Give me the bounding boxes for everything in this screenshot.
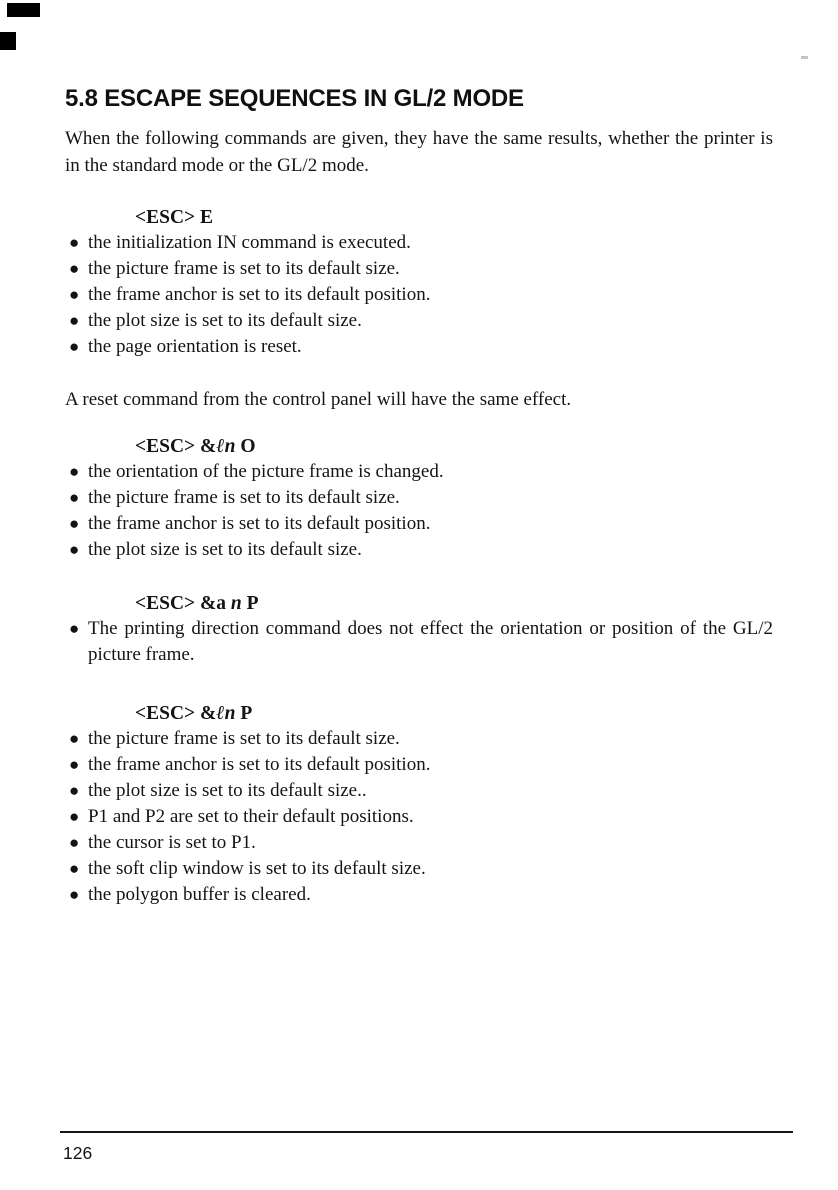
bullet-text: P1 and P2 are set to their default positions. (88, 806, 414, 827)
bullet-dot: ● (69, 285, 80, 304)
bullet-list-esc-ln-o (65, 459, 773, 563)
command-prefix: <ESC> & (135, 436, 217, 457)
bullet-text: the soft clip window is set to its default size. (88, 858, 426, 879)
reset-note: A reset command from the control panel will have the same effect. (65, 389, 572, 410)
bullet-dot: ● (69, 807, 80, 826)
bullet-dot: ● (69, 488, 80, 507)
bullet-text: the frame anchor is set to its default position. (88, 513, 431, 534)
bullet-item (69, 752, 773, 778)
command-prefix: <ESC> &a (135, 593, 231, 614)
bullet-item (69, 804, 773, 830)
bullet-dot: ● (69, 337, 80, 356)
bullet-text: the frame anchor is set to its default position. (88, 284, 431, 305)
bullet-text: the orientation of the picture frame is changed. (88, 461, 444, 482)
bullet-list-esc-e (65, 230, 773, 360)
bullet-dot: ● (69, 781, 80, 800)
bullet-dot: ● (69, 233, 80, 252)
command-suffix: P (241, 593, 259, 614)
scan-mark-left (0, 32, 16, 50)
bullet-text: the plot size is set to its default size. (88, 539, 362, 560)
bullet-item (69, 334, 773, 360)
bullet-item (69, 459, 773, 485)
bullet-text: the plot size is set to its default size.. (88, 780, 367, 801)
bullet-item (69, 256, 773, 282)
bullet-dot: ● (69, 514, 80, 533)
bullet-item (69, 882, 773, 908)
bullet-item (69, 308, 773, 334)
bullet-dot: ● (69, 755, 80, 774)
bullet-dot: ● (69, 833, 80, 852)
command-prefix: <ESC> & (135, 703, 217, 724)
bullet-text: the cursor is set to P1. (88, 832, 256, 853)
bullet-dot: ● (69, 619, 80, 638)
bullet-list-esc-a-n-p (65, 616, 773, 668)
command-esc-ln-o (135, 435, 773, 459)
bullet-list-esc-ln-p (65, 726, 773, 908)
bullet-dot: ● (69, 885, 80, 904)
bullet-item (69, 511, 773, 537)
bullet-item (69, 778, 773, 804)
command-esc-a-n-p (135, 592, 773, 616)
command-variable: ℓn (216, 436, 236, 457)
command-suffix: O (235, 436, 256, 457)
bullet-dot: ● (69, 729, 80, 748)
command-prefix: <ESC> E (135, 207, 214, 228)
bullet-text: the picture frame is set to its default size. (88, 728, 400, 749)
command-variable: n (230, 593, 242, 614)
scan-mark-top (7, 3, 40, 17)
bullet-dot: ● (69, 859, 80, 878)
command-variable: ℓn (216, 703, 236, 724)
page-number: 126 (63, 1143, 93, 1163)
intro-paragraph: When the following commands are given, they have the same results, whether the printer is in the standard mode or the GL/2 mode. (65, 128, 773, 176)
bullet-text: the plot size is set to its default size. (88, 310, 362, 331)
bullet-text: the picture frame is set to its default size. (88, 487, 400, 508)
bullet-dot: ● (69, 259, 80, 278)
scan-speck (801, 56, 808, 59)
command-esc-e (135, 206, 773, 230)
bullet-item (69, 830, 773, 856)
command-esc-ln-p (135, 702, 773, 726)
bullet-item (69, 230, 773, 256)
bullet-text: the picture frame is set to its default size. (88, 258, 400, 279)
bullet-dot: ● (69, 462, 80, 481)
bullet-item (69, 485, 773, 511)
bullet-item (69, 282, 773, 308)
bullet-dot: ● (69, 540, 80, 559)
command-suffix: P (235, 703, 253, 724)
section-heading: 5.8 ESCAPE SEQUENCES IN GL/2 MODE (65, 85, 524, 112)
bullet-item (69, 537, 773, 563)
bullet-item (69, 856, 773, 882)
bullet-text: The printing direction command does not effect the orientation or position of the GL/2 picture frame. (88, 618, 773, 665)
bullet-dot: ● (69, 311, 80, 330)
bullet-text: the initialization IN command is executed. (88, 232, 411, 253)
bullet-text: the page orientation is reset. (88, 336, 302, 357)
bullet-text: the polygon buffer is cleared. (88, 884, 311, 905)
footer-rule (60, 1131, 793, 1133)
bullet-item (69, 616, 773, 668)
bullet-text: the frame anchor is set to its default position. (88, 754, 431, 775)
bullet-item (69, 726, 773, 752)
